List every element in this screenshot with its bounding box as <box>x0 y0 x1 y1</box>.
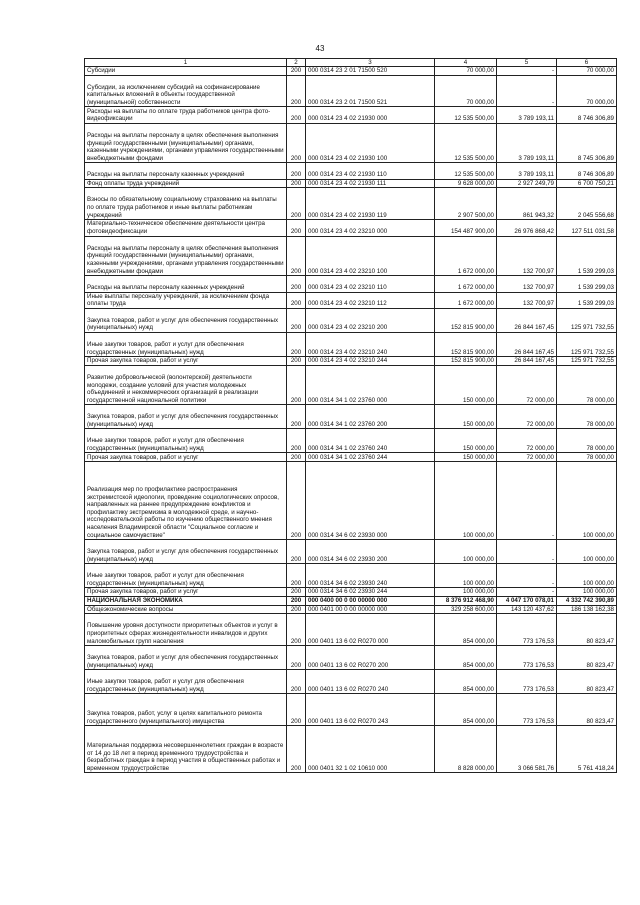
row-approved-cell: 9 628 000,00 <box>435 179 497 188</box>
row-remaining-cell: 127 511 031,58 <box>557 220 617 236</box>
row-address-cell: 000 0314 34 1 02 23760 000 <box>306 365 435 405</box>
row-approved-cell: 150 000,00 <box>435 365 497 405</box>
row-address-cell: 000 0314 23 2 01 71500 520 <box>306 67 435 76</box>
row-address-cell: 000 0314 34 6 02 23930 240 <box>306 564 435 588</box>
row-remaining-cell: 70 000,00 <box>557 67 617 76</box>
table-row <box>85 597 617 606</box>
row-name-cell: Иные закупки товаров, работ и услуг для обеспечения государственных (муниципальных) нужд <box>85 333 287 357</box>
row-code-cell: 200 <box>287 462 306 540</box>
row-approved-cell: 2 907 500,00 <box>435 188 497 220</box>
row-code-cell: 200 <box>287 540 306 564</box>
row-code-cell: 200 <box>287 694 306 726</box>
row-name-cell: Материальная поддержка несовершеннолетних граждан в возрасте от 14 до 18 лет в период временного трудоустройства и безработных граждан в период участия в общественных работах и временном трудоустройстве <box>85 726 287 773</box>
row-executed-cell: - <box>497 564 557 588</box>
row-remaining-cell: 1 539 299,03 <box>557 292 617 308</box>
row-remaining-cell: 8 745 306,89 <box>557 123 617 163</box>
row-code-cell: 200 <box>287 597 306 606</box>
row-executed-cell: - <box>497 67 557 76</box>
row-executed-cell: 26 844 167,45 <box>497 308 557 332</box>
row-remaining-cell: 125 971 732,55 <box>557 308 617 332</box>
row-approved-cell: 1 672 000,00 <box>435 276 497 292</box>
row-remaining-cell: 1 539 299,03 <box>557 236 617 276</box>
row-code-cell: 200 <box>287 429 306 453</box>
row-code-cell: 200 <box>287 646 306 670</box>
row-name-cell: Расходы на выплаты по оплате труда работников центра фото-видеофиксации <box>85 107 287 123</box>
row-code-cell: 200 <box>287 220 306 236</box>
table-row <box>85 453 617 462</box>
row-address-cell: 000 0314 23 4 02 23210 112 <box>306 292 435 308</box>
row-code-cell: 200 <box>287 365 306 405</box>
row-address-cell: 000 0314 34 1 02 23760 244 <box>306 453 435 462</box>
row-code-cell: 200 <box>287 405 306 429</box>
row-remaining-cell: 70 000,00 <box>557 75 617 107</box>
table-row <box>85 462 617 540</box>
row-name-cell: Расходы на выплаты персоналу казенных учреждений <box>85 276 287 292</box>
row-executed-cell: 3 789 193,11 <box>497 163 557 179</box>
row-address-cell: 000 0401 32 1 02 10610 000 <box>306 726 435 773</box>
row-approved-cell: 854 000,00 <box>435 670 497 694</box>
row-remaining-cell: 78 000,00 <box>557 453 617 462</box>
row-address-cell: 000 0314 23 4 02 21930 000 <box>306 107 435 123</box>
row-address-cell: 000 0314 34 1 02 23760 200 <box>306 405 435 429</box>
row-address-cell: 000 0314 23 2 01 71500 521 <box>306 75 435 107</box>
row-approved-cell: 100 000,00 <box>435 540 497 564</box>
row-executed-cell: 132 700,97 <box>497 292 557 308</box>
row-address-cell: 000 0314 23 4 02 21930 110 <box>306 163 435 179</box>
row-name-cell: Взносы по обязательному социальному страхованию на выплаты по оплате труда работников и иные выплаты работникам учреждений <box>85 188 287 220</box>
row-approved-cell: 150 000,00 <box>435 429 497 453</box>
table-row <box>85 540 617 564</box>
row-address-cell: 000 0401 13 6 02 R0270 200 <box>306 646 435 670</box>
column-header: 5 <box>497 59 557 67</box>
row-name-cell: Развитие добровольческой (волонтерской) деятельности молодежи, создание условий для участия молодежных объединений и некоммерческих организаций в реализации государственной национальной политики <box>85 365 287 405</box>
row-executed-cell: 3 789 193,11 <box>497 107 557 123</box>
row-address-cell: 000 0314 23 4 02 21930 100 <box>306 123 435 163</box>
row-code-cell: 200 <box>287 67 306 76</box>
row-executed-cell: 72 000,00 <box>497 405 557 429</box>
row-address-cell: 000 0401 13 6 02 R0270 243 <box>306 694 435 726</box>
row-approved-cell: 152 815 900,00 <box>435 308 497 332</box>
row-name-cell: Субсидии <box>85 67 287 76</box>
row-code-cell: 200 <box>287 123 306 163</box>
row-name-cell: Прочая закупка товаров, работ и услуг <box>85 588 287 597</box>
row-code-cell: 200 <box>287 726 306 773</box>
row-code-cell: 200 <box>287 236 306 276</box>
row-approved-cell: 1 672 000,00 <box>435 292 497 308</box>
row-approved-cell: 854 000,00 <box>435 646 497 670</box>
row-code-cell: 200 <box>287 357 306 366</box>
table-row <box>85 236 617 276</box>
table-row <box>85 292 617 308</box>
row-code-cell: 200 <box>287 179 306 188</box>
row-remaining-cell: 100 000,00 <box>557 588 617 597</box>
row-code-cell: 200 <box>287 276 306 292</box>
row-approved-cell: 854 000,00 <box>435 614 497 646</box>
row-address-cell: 000 0401 13 6 02 R0270 240 <box>306 670 435 694</box>
row-address-cell: 000 0314 34 6 02 23930 244 <box>306 588 435 597</box>
row-name-cell: Закупка товаров, работ и услуг для обеспечения государственных (муниципальных) нужд <box>85 308 287 332</box>
row-address-cell: 000 0314 23 4 02 21930 119 <box>306 188 435 220</box>
row-code-cell: 200 <box>287 292 306 308</box>
row-code-cell: 200 <box>287 605 306 614</box>
row-code-cell: 200 <box>287 564 306 588</box>
row-name-cell: Иные закупки товаров, работ и услуг для обеспечения государственных (муниципальных) нужд <box>85 429 287 453</box>
row-name-cell: Закупка товаров, работ и услуг для обеспечения государственных (муниципальных) нужд <box>85 540 287 564</box>
table-body <box>85 67 617 773</box>
budget-table <box>84 58 617 773</box>
row-code-cell: 200 <box>287 670 306 694</box>
row-approved-cell: 12 535 500,00 <box>435 123 497 163</box>
table-row <box>85 564 617 588</box>
table-row <box>85 405 617 429</box>
row-address-cell: 000 0400 00 0 00 00000 000 <box>306 597 435 606</box>
row-executed-cell: 26 844 167,45 <box>497 357 557 366</box>
row-executed-cell: - <box>497 588 557 597</box>
row-remaining-cell: 78 000,00 <box>557 405 617 429</box>
row-executed-cell: 2 927 249,79 <box>497 179 557 188</box>
row-approved-cell: 100 000,00 <box>435 588 497 597</box>
row-remaining-cell: 80 823,47 <box>557 646 617 670</box>
row-address-cell: 000 0314 23 4 02 23210 200 <box>306 308 435 332</box>
row-name-cell: Иные закупки товаров, работ и услуг для обеспечения государственных (муниципальных) нужд <box>85 564 287 588</box>
row-address-cell: 000 0314 23 4 02 23210 100 <box>306 236 435 276</box>
row-remaining-cell: 100 000,00 <box>557 564 617 588</box>
row-executed-cell: 773 176,53 <box>497 670 557 694</box>
row-remaining-cell: 125 971 732,55 <box>557 357 617 366</box>
row-code-cell: 200 <box>287 453 306 462</box>
row-executed-cell: - <box>497 462 557 540</box>
row-code-cell: 200 <box>287 107 306 123</box>
row-address-cell: 000 0314 23 4 02 23210 000 <box>306 220 435 236</box>
row-address-cell: 000 0314 23 4 02 23210 240 <box>306 333 435 357</box>
row-executed-cell: 72 000,00 <box>497 365 557 405</box>
table-row <box>85 726 617 773</box>
row-executed-cell: 26 976 868,42 <box>497 220 557 236</box>
row-name-cell: Прочая закупка товаров, работ и услуг <box>85 453 287 462</box>
row-executed-cell: 26 844 167,45 <box>497 333 557 357</box>
row-approved-cell: 100 000,00 <box>435 462 497 540</box>
table-row <box>85 588 617 597</box>
row-approved-cell: 70 000,00 <box>435 67 497 76</box>
table-row <box>85 694 617 726</box>
row-address-cell: 000 0314 34 6 02 23930 200 <box>306 540 435 564</box>
table-row <box>85 220 617 236</box>
row-executed-cell: 132 700,97 <box>497 276 557 292</box>
row-remaining-cell: 2 045 556,68 <box>557 188 617 220</box>
row-executed-cell: 773 176,53 <box>497 694 557 726</box>
row-approved-cell: 70 000,00 <box>435 75 497 107</box>
row-approved-cell: 154 487 900,00 <box>435 220 497 236</box>
table-row <box>85 188 617 220</box>
row-approved-cell: 150 000,00 <box>435 453 497 462</box>
column-header: 2 <box>287 59 306 67</box>
row-address-cell: 000 0314 34 6 02 23930 000 <box>306 462 435 540</box>
row-executed-cell: 773 176,53 <box>497 646 557 670</box>
row-remaining-cell: 80 823,47 <box>557 614 617 646</box>
row-code-cell: 200 <box>287 588 306 597</box>
row-approved-cell: 854 000,00 <box>435 694 497 726</box>
row-name-cell: Закупка товаров, работ, услуг в целях капитального ремонта государственного (муниципального) имущества <box>85 694 287 726</box>
row-approved-cell: 8 828 000,00 <box>435 726 497 773</box>
row-code-cell: 200 <box>287 188 306 220</box>
row-approved-cell: 152 815 900,00 <box>435 357 497 366</box>
row-approved-cell: 152 815 900,00 <box>435 333 497 357</box>
row-approved-cell: 100 000,00 <box>435 564 497 588</box>
row-approved-cell: 12 535 500,00 <box>435 107 497 123</box>
row-remaining-cell: 4 332 742 390,89 <box>557 597 617 606</box>
row-remaining-cell: 80 823,47 <box>557 694 617 726</box>
row-name-cell: Материально-техническое обеспечение деятельности центра фотовидеофиксации <box>85 220 287 236</box>
row-executed-cell: 132 700,97 <box>497 236 557 276</box>
row-remaining-cell: 8 746 306,89 <box>557 163 617 179</box>
row-address-cell: 000 0314 23 4 02 23210 244 <box>306 357 435 366</box>
row-remaining-cell: 5 761 418,24 <box>557 726 617 773</box>
column-header: 4 <box>435 59 497 67</box>
row-name-cell: Повышение уровня доступности приоритетных объектов и услуг в приоритетных сферах жизнедеятельности инвалидов и других маломобильных групп населения <box>85 614 287 646</box>
table-row <box>85 357 617 366</box>
row-executed-cell: - <box>497 540 557 564</box>
row-code-cell: 200 <box>287 163 306 179</box>
row-code-cell: 200 <box>287 308 306 332</box>
row-name-cell: Расходы на выплаты персоналу в целях обеспечения выполнения функций государственными (муниципальными) органами, казенными учреждениями, органами управления государственными внебюджетными фондами <box>85 236 287 276</box>
row-executed-cell: 3 066 581,76 <box>497 726 557 773</box>
table-row <box>85 308 617 332</box>
row-address-cell: 000 0314 23 4 02 23210 110 <box>306 276 435 292</box>
row-name-cell: Субсидии, за исключением субсидий на софинансирование капитальных вложений в объекты государственной (муниципальной) собственности <box>85 75 287 107</box>
row-remaining-cell: 6 700 750,21 <box>557 179 617 188</box>
row-remaining-cell: 78 000,00 <box>557 429 617 453</box>
row-address-cell: 000 0314 23 4 02 21930 111 <box>306 179 435 188</box>
table-row <box>85 123 617 163</box>
table-row <box>85 646 617 670</box>
row-name-cell: Расходы на выплаты персоналу в целях обеспечения выполнения функций государственными (муниципальными) органами, казенными учреждениями, органами управления государственными внебюджетными фондами <box>85 123 287 163</box>
table-row <box>85 365 617 405</box>
column-header: 1 <box>85 59 287 67</box>
table-row <box>85 670 617 694</box>
table-header-row <box>85 59 617 67</box>
row-executed-cell: 773 176,53 <box>497 614 557 646</box>
row-executed-cell: 143 120 437,62 <box>497 605 557 614</box>
row-approved-cell: 8 376 912 468,90 <box>435 597 497 606</box>
row-executed-cell: - <box>497 75 557 107</box>
row-approved-cell: 150 000,00 <box>435 405 497 429</box>
row-name-cell: НАЦИОНАЛЬНАЯ ЭКОНОМИКА <box>85 597 287 606</box>
row-code-cell: 200 <box>287 614 306 646</box>
row-remaining-cell: 8 746 306,89 <box>557 107 617 123</box>
row-address-cell: 000 0401 13 6 02 R0270 000 <box>306 614 435 646</box>
row-code-cell: 200 <box>287 333 306 357</box>
row-remaining-cell: 1 539 299,03 <box>557 276 617 292</box>
table-row <box>85 276 617 292</box>
row-remaining-cell: 78 000,00 <box>557 365 617 405</box>
row-name-cell: Расходы на выплаты персоналу казенных учреждений <box>85 163 287 179</box>
row-approved-cell: 12 535 500,00 <box>435 163 497 179</box>
table-row <box>85 429 617 453</box>
table-row <box>85 67 617 76</box>
row-address-cell: 000 0314 34 1 02 23760 240 <box>306 429 435 453</box>
column-header: 3 <box>306 59 435 67</box>
table-row <box>85 333 617 357</box>
row-remaining-cell: 80 823,47 <box>557 670 617 694</box>
row-name-cell: Реализация мер по профилактике распространения экстремистской идеологии, проведение социологических опросов, направленных на раннее предупреждение конфликтов и профилактику экстремизма в молодежной среде, и научно-исследовательской работы по изучению общественного мнения населения Владимирской области "Социальное согласие и социальное самочувствие" <box>85 462 287 540</box>
row-name-cell: Закупка товаров, работ и услуг для обеспечения государственных (муниципальных) нужд <box>85 405 287 429</box>
row-approved-cell: 1 672 000,00 <box>435 236 497 276</box>
column-header: 6 <box>557 59 617 67</box>
page-number: 43 <box>315 44 325 53</box>
row-executed-cell: 72 000,00 <box>497 453 557 462</box>
row-name-cell: Прочая закупка товаров, работ и услуг <box>85 357 287 366</box>
row-code-cell: 200 <box>287 75 306 107</box>
row-approved-cell: 329 258 600,00 <box>435 605 497 614</box>
row-remaining-cell: 100 000,00 <box>557 462 617 540</box>
table-row <box>85 75 617 107</box>
table-row <box>85 605 617 614</box>
row-remaining-cell: 100 000,00 <box>557 540 617 564</box>
row-name-cell: Иные закупки товаров, работ и услуг для обеспечения государственных (муниципальных) нужд <box>85 670 287 694</box>
row-executed-cell: 72 000,00 <box>497 429 557 453</box>
row-remaining-cell: 186 138 162,38 <box>557 605 617 614</box>
row-address-cell: 000 0401 00 0 00 00000 000 <box>306 605 435 614</box>
row-executed-cell: 3 789 193,11 <box>497 123 557 163</box>
row-name-cell: Общеэкономические вопросы <box>85 605 287 614</box>
row-name-cell: Закупка товаров, работ и услуг для обеспечения государственных (муниципальных) нужд <box>85 646 287 670</box>
table-row <box>85 107 617 123</box>
table-row <box>85 614 617 646</box>
row-executed-cell: 4 047 170 078,01 <box>497 597 557 606</box>
row-executed-cell: 861 943,32 <box>497 188 557 220</box>
row-remaining-cell: 125 971 732,55 <box>557 333 617 357</box>
table-row <box>85 163 617 179</box>
row-name-cell: Иные выплаты персоналу учреждений, за исключением фонда оплаты труда <box>85 292 287 308</box>
table-row <box>85 179 617 188</box>
row-name-cell: Фонд оплаты труда учреждений <box>85 179 287 188</box>
